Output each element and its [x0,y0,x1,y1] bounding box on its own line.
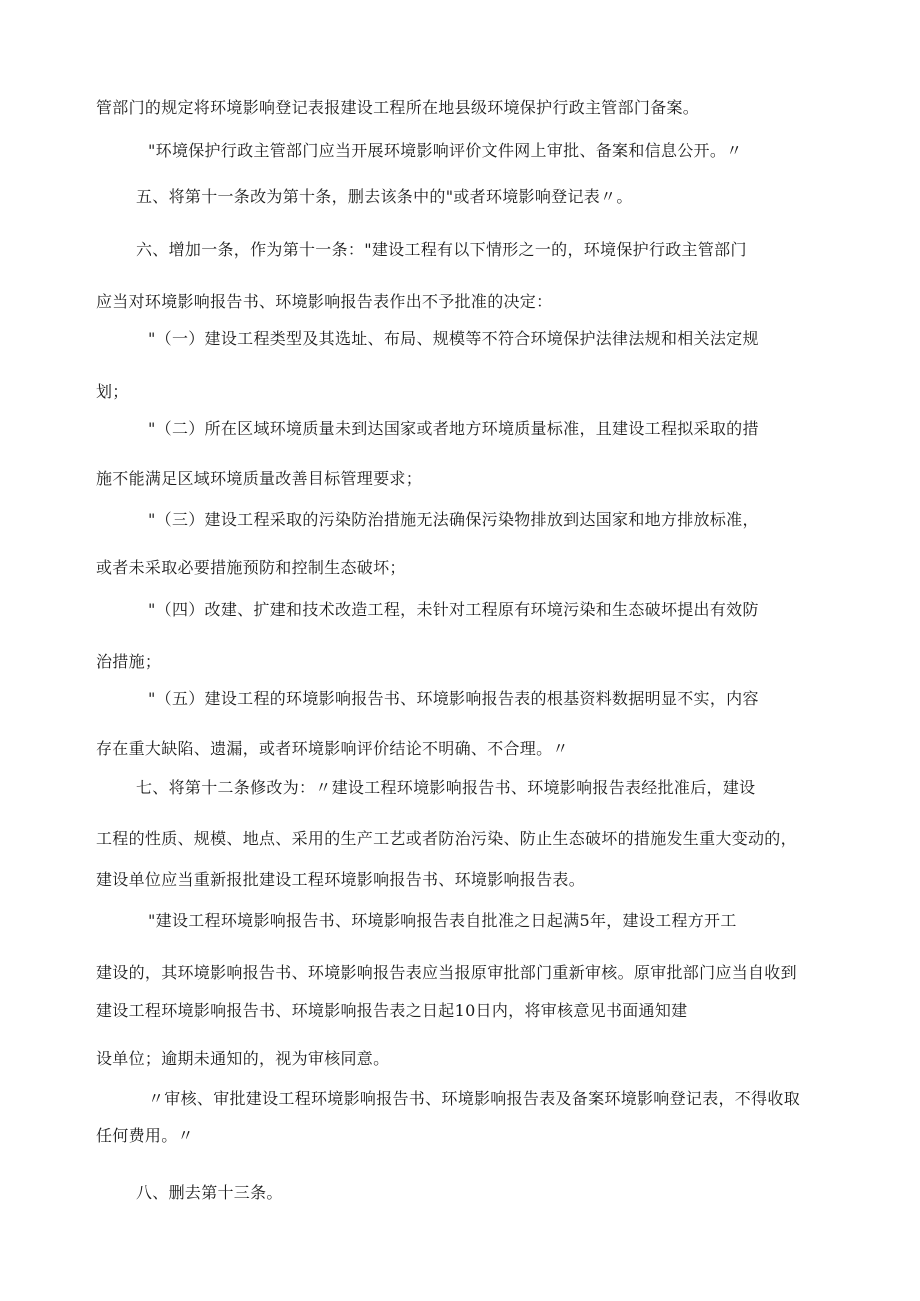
text-line-3: 五、将第十一条改为第十条，删去该条中的"或者环境影响登记表〃。 [136,187,633,206]
text-line-17: 工程的性质、规模、地点、采用的生产工艺或者防治污染、防止生态破坏的措施发生重大变动的， [96,829,797,848]
text-line-8: "（二）所在区域环境质量未到达国家或者地方环境质量标准，且建设工程拟采取的措 [148,419,759,438]
text-line-2: "环境保护行政主管部门应当开展环境影响评价文件网上审批、备案和信息公开。〃 [148,141,743,160]
text-line-7: 划； [96,382,129,401]
text-line-22: 设单位；逾期未通知的，视为审核同意。 [96,1049,390,1068]
text-line-14: "（五）建设工程的环境影响报告书、环境影响报告表的根基资料数据明显不实，内容 [148,689,759,708]
text-line-9: 施不能满足区域环境质量改善目标管理要求； [96,469,423,488]
text-line-18: 建设单位应当重新报批建设工程环境影响报告书、环境影响报告表。 [96,870,586,889]
text-line-20: 建设的，其环境影响报告书、环境影响报告表应当报原审批部门重新审核。原审批部门应当自收到 [96,963,797,982]
text-line-12: "（四）改建、扩建和技术改造工程，未针对工程原有环境污染和生态破坏提出有效防 [148,600,759,619]
text-line-4: 六、增加一条，作为第十一条："建设工程有以下情形之一的，环境保护行政主管部门 [136,240,747,259]
text-line-24: 任何费用。〃 [96,1126,194,1145]
text-line-21: 建设工程环境影响报告书、环境影响报告表之日起10日内，将审核意见书面通知建 [96,1001,688,1020]
text-line-16: 七、将第十二条修改为：〃建设工程环境影响报告书、环境影响报告表经批准后，建设 [136,778,756,797]
text-line-25: 八、删去第十三条。 [136,1183,283,1202]
text-line-1: 管部门的规定将环境影响登记表报建设工程所在地县级环境保护行政主管部门备案。 [96,98,700,117]
text-line-13: 治措施； [96,652,162,671]
text-line-19: "建设工程环境影响报告书、环境影响报告表自批准之日起满5年，建设工程方开工 [148,911,737,930]
text-line-5: 应当对环境影响报告书、环境影响报告表作出不予批准的决定： [96,292,553,311]
text-line-15: 存在重大缺陷、遗漏，或者环境影响评价结论不明确、不合理。〃 [96,739,569,758]
text-line-6: "（一）建设工程类型及其选址、布局、规模等不符合环境保护法律法规和相关法定规 [148,329,759,348]
text-line-23: 〃审核、审批建设工程环境影响报告书、环境影响报告表及备案环境影响登记表，不得收取 [148,1089,801,1108]
text-line-11: 或者未采取必要措施预防和控制生态破坏； [96,558,406,577]
text-line-10: "（三）建设工程采取的污染防治措施无法确保污染物排放到达国家和地方排放标准， [148,510,759,529]
